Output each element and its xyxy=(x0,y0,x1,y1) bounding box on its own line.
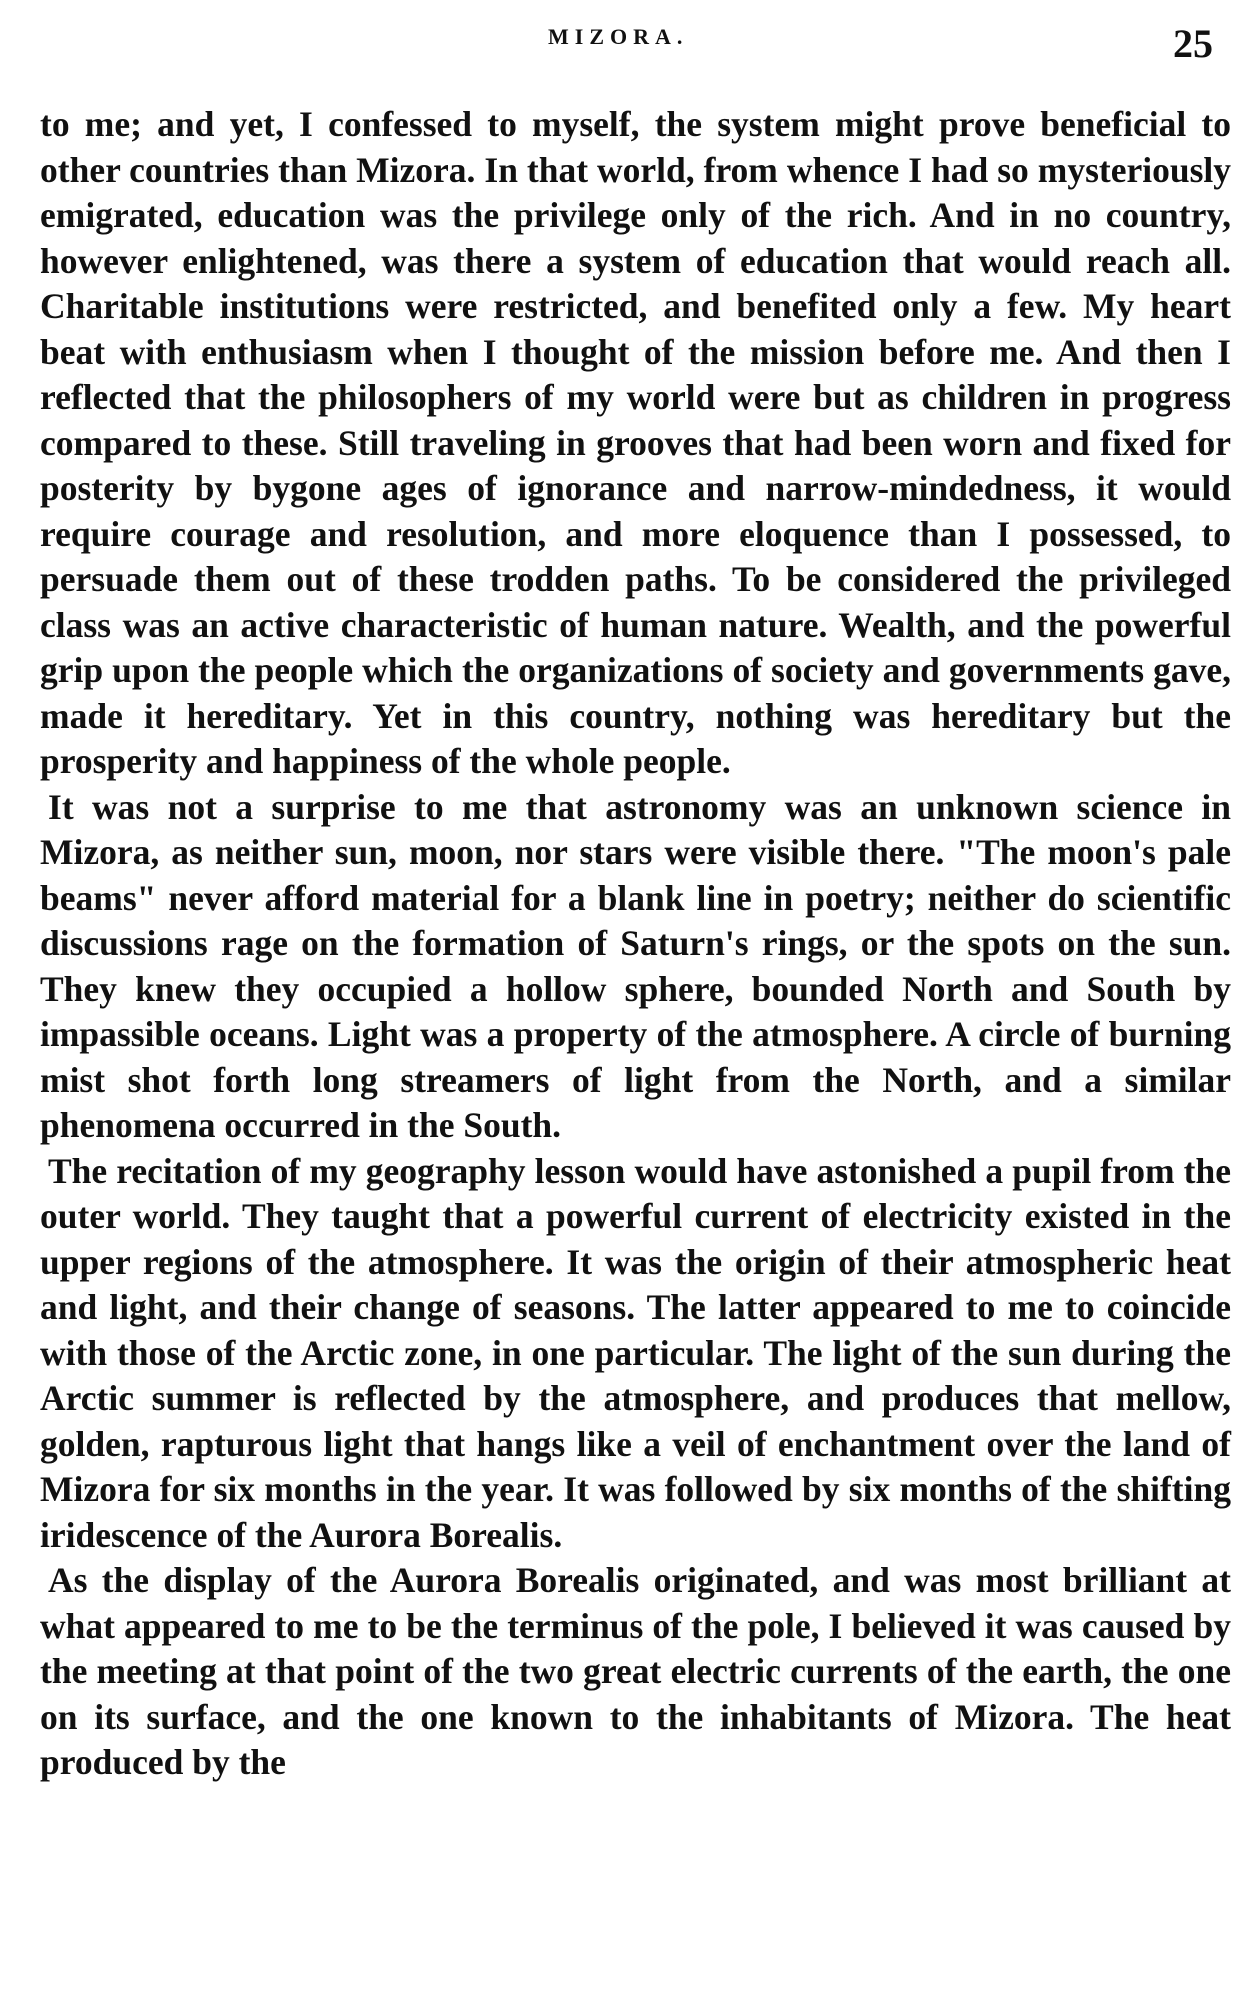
paragraph-aurora: As the display of the Aurora Borealis originated, and was most brilliant at what appeared to me to be the terminus of the pole, I believed it was caused by the meeting at that point of the two great electric currents of the earth, the one on its surface, and the one known to the inhabitants of Mizora. The heat produced by the xyxy=(40,1560,1231,1782)
paragraph-geography: The recitation of my geography lesson would have astonished a pupil from the outer world. They taught that a powerful current of electricity existed in the upper regions of the atmosphere. It was the origin of their atmospheric heat and light, and their change of seasons. The latter appeared to me to coincide with those of the Arctic zone, in one particular. The light of the sun during the Arctic summer is reflected by the atmosphere, and produces that mellow, golden, rapturous light that hangs like a veil of enchantment over the land of Mizora for six months in the year. It was followed by six months of the shifting iridescence of the Aurora Borealis. xyxy=(40,1150,1231,1555)
page-number: 25 xyxy=(1173,21,1213,66)
paragraph-astronomy: It was not a surprise to me that astronomy was an unknown science in Mizora, as neither sun, moon, nor stars were visible there. "The moon's pale beams" never afford material for a blank line in poetry; neither do scientific discussions rage on the formation of Saturn's rings, or the spots on the sun. They knew they occupied a hollow sphere, bounded North and South by impassible oceans. Light was a property of the atmosphere. A circle of burning mist shot forth long streamers of light from the North, and a similar phenomena occurred in the South. xyxy=(40,786,1231,1145)
running-head xyxy=(0,20,1251,66)
paragraph-continuation: to me; and yet, I confessed to myself, the system might prove beneficial to other countries than Mizora. In that world, from whence I had so mysteriously emigrated, education was the privilege only of the rich. And in no country, however enlightened, was there a system of education that would reach all. Charitable institutions were restricted, and benefited only a few. My heart beat with enthusiasm when I thought of the mission before me. And then I reflected that the philosophers of my world were but as children in progress compared to these. Still traveling in grooves that had been worn and fixed for posterity by bygone ages of ignorance and narrow-mindedness, it would require courage and resolution, and more eloquence than I possessed, to persuade them out of these trodden paths. To be considered the privileged class was an active characteristic of human nature. Wealth, and the powerful grip upon the people which the organizations of society and governments gave, made it hereditary. Yet in this country, nothing was hereditary but the prosperity and happiness of the whole people. xyxy=(40,104,1231,781)
body-text xyxy=(40,102,1231,1786)
running-title: MIZORA. xyxy=(548,24,689,49)
